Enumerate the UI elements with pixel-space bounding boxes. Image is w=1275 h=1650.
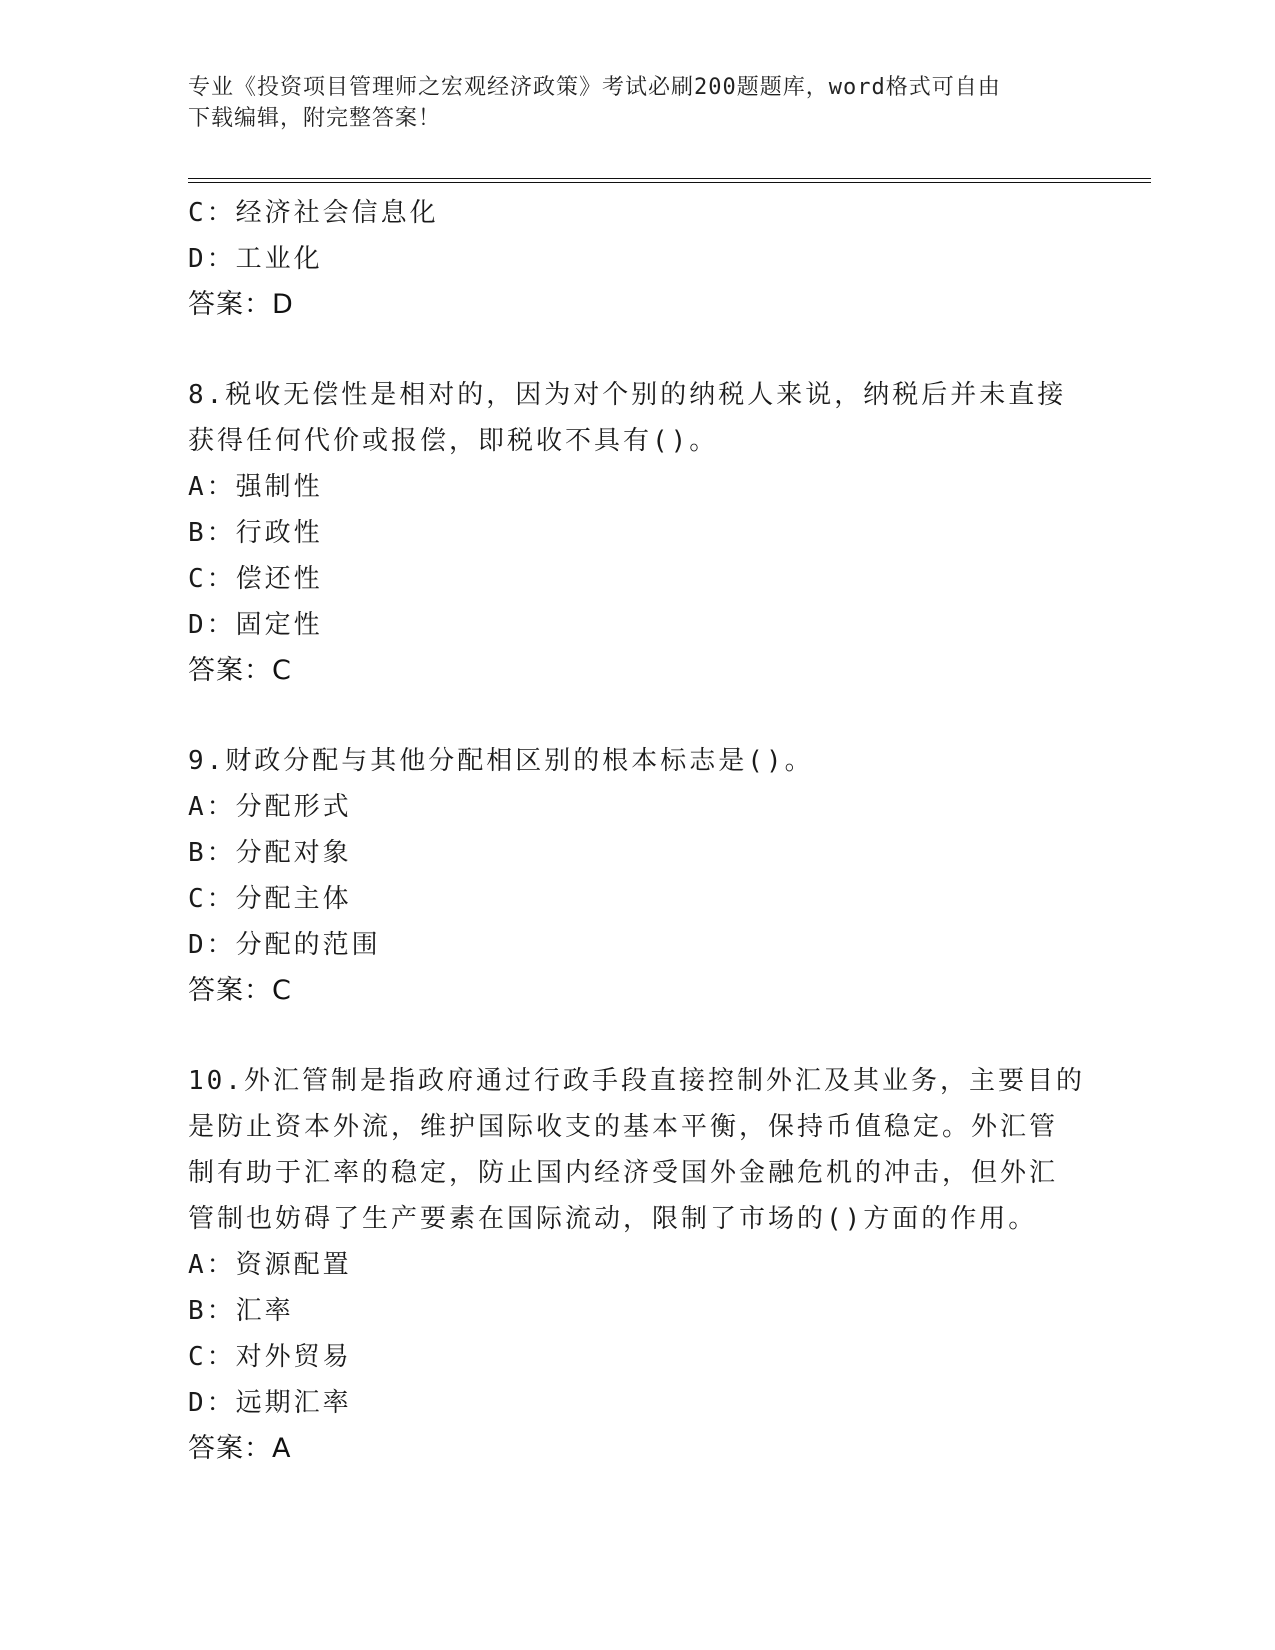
question-9 [188,738,1088,1014]
option-a: A：分配形式 [188,792,352,822]
option-a: A：强制性 [188,472,323,502]
question-text-line: 管制也妨碍了生产要素在国际流动，限制了市场的()方面的作用。 [188,1204,1038,1234]
question-10 [188,1058,1088,1472]
question-text-line: 8.税收无偿性是相对的，因为对个别的纳税人来说，纳税后并未直接 [188,380,1067,410]
option-b: B：汇率 [188,1296,294,1326]
option-d: D：工业化 [188,244,323,274]
question-text-line: 获得任何代价或报偿，即税收不具有()。 [188,426,719,456]
question-8 [188,372,1088,694]
document-header [188,72,1088,134]
option-b: B：分配对象 [188,838,352,868]
option-c: C：分配主体 [188,884,352,914]
option-c: C：经济社会信息化 [188,198,439,228]
option-d: D：固定性 [188,610,323,640]
option-d: D：远期汇率 [188,1388,352,1418]
answer-line: 答案：D [188,289,294,320]
question-text-line: 制有助于汇率的稳定，防止国内经济受国外金融危机的冲击，但外汇 [188,1158,1059,1188]
option-c: C：对外贸易 [188,1342,352,1372]
option-c: C：偿还性 [188,564,323,594]
answer-line: 答案：C [188,975,292,1006]
question-text [188,1058,1088,1242]
header-divider-top [188,178,1151,179]
header-line-1: 专业《投资项目管理师之宏观经济政策》考试必刷200题题库，word格式可自由 [188,75,1001,100]
question-text [188,738,1088,784]
answer-line: 答案：A [188,1433,292,1464]
partial-question [188,190,1088,328]
question-text-line: 9.财政分配与其他分配相区别的根本标志是()。 [188,746,814,776]
question-text-line: 10.外汇管制是指政府通过行政手段直接控制外汇及其业务，主要目的 [188,1066,1085,1096]
header-line-2: 下载编辑，附完整答案！ [188,106,442,131]
header-divider-bottom [188,182,1151,183]
question-list [188,190,1088,1472]
option-b: B：行政性 [188,518,323,548]
option-d: D：分配的范围 [188,930,381,960]
question-text-line: 是防止资本外流，维护国际收支的基本平衡，保持币值稳定。外汇管 [188,1112,1059,1142]
question-text [188,372,1088,464]
answer-line: 答案：C [188,655,292,686]
option-a: A：资源配置 [188,1250,352,1280]
